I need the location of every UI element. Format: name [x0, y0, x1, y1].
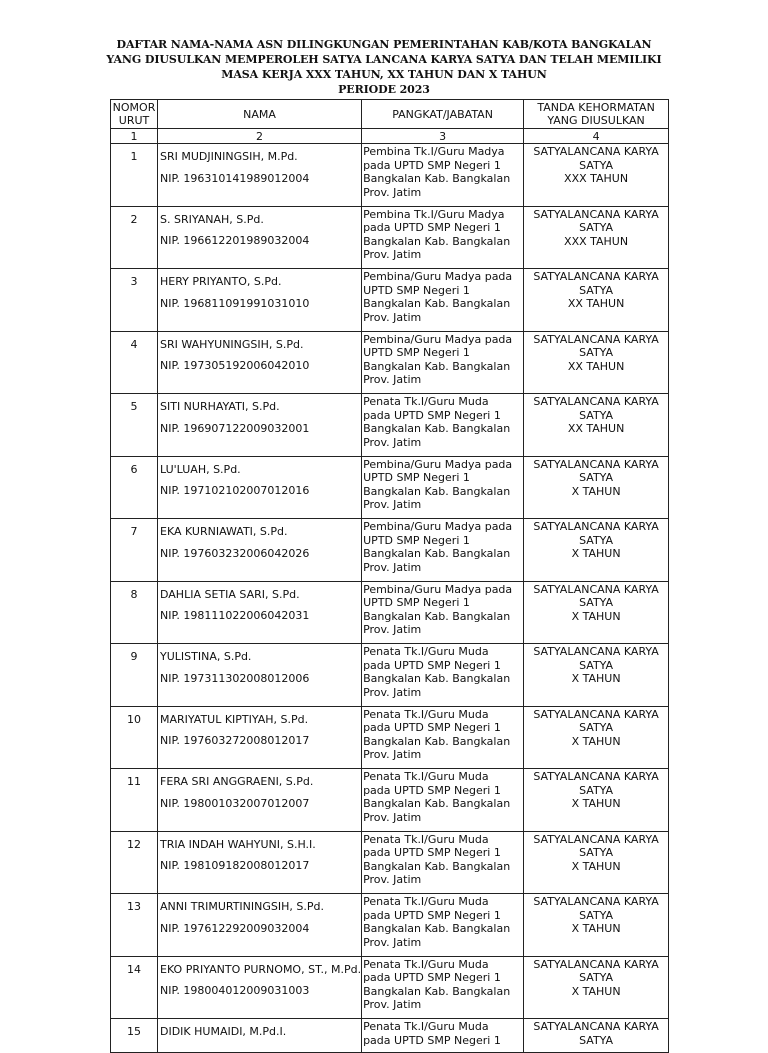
row-number: 2 — [111, 206, 158, 269]
row-number: 3 — [111, 269, 158, 332]
row-name-cell — [158, 394, 362, 457]
table-row — [111, 956, 669, 1019]
table-row — [111, 456, 669, 519]
rank-position-line: pada UPTD SMP Negeri 1 — [363, 721, 501, 734]
award-line: X TAHUN — [571, 672, 621, 685]
employee-name: DIDIK HUMAIDI, M.Pd.I. — [160, 1025, 287, 1038]
table-row — [111, 581, 669, 644]
employee-nip: NIP. 196811091991031010 — [160, 296, 310, 310]
row-award-cell — [524, 831, 669, 894]
rank-position-line: Bangkalan Kab. Bangkalan — [363, 172, 511, 185]
table-row — [111, 769, 669, 832]
rank-position-line: pada UPTD SMP Negeri 1 — [363, 971, 501, 984]
award-line: SATYA — [579, 658, 614, 672]
row-rank-cell — [362, 394, 524, 457]
row-award-cell — [524, 519, 669, 582]
row-name-cell — [158, 769, 362, 832]
row-name-cell — [158, 1019, 362, 1053]
row-number: 13 — [111, 894, 158, 957]
rank-position-line: Penata Tk.I/Guru Muda — [363, 895, 489, 908]
award-line: SATYALANCANA KARYA — [533, 707, 659, 721]
rank-position-line: Pembina/Guru Madya pada — [363, 270, 513, 283]
rank-position-line: Pembina Tk.I/Guru Madya — [363, 207, 505, 221]
employee-name: LU'LUAH, S.Pd. — [160, 462, 241, 476]
award-line: SATYALANCANA KARYA — [533, 145, 659, 158]
rank-position-line: Pembina/Guru Madya pada — [363, 582, 513, 596]
table-row — [111, 394, 669, 457]
rank-position-line: Prov. Jatim — [363, 310, 422, 324]
row-number: 9 — [111, 644, 158, 707]
row-award-cell — [524, 894, 669, 957]
rank-position-line: pada UPTD SMP Negeri 1 — [363, 1033, 501, 1047]
rank-position-line: Penata Tk.I/Guru Muda — [363, 1020, 489, 1033]
row-number: 5 — [111, 394, 158, 457]
row-number: 12 — [111, 831, 158, 894]
employee-name: EKO PRIYANTO PURNOMO, ST., M.Pd. — [160, 962, 362, 976]
employee-nip: NIP. 196310141989012004 — [160, 171, 310, 185]
award-line: SATYALANCANA KARYA — [533, 645, 659, 658]
rank-position-line: Bangkalan Kab. Bangkalan — [363, 359, 511, 373]
rank-position-line: pada UPTD SMP Negeri 1 — [363, 158, 501, 172]
table-row — [111, 1019, 669, 1053]
row-rank-cell — [362, 769, 524, 832]
rank-position-line: Prov. Jatim — [363, 748, 422, 761]
award-line: XXX TAHUN — [564, 172, 629, 185]
rank-position-line: Penata Tk.I/Guru Muda — [363, 832, 489, 846]
employee-nip: NIP. 197305192006042010 — [160, 359, 310, 372]
row-number: 4 — [111, 331, 158, 394]
rank-position-line: Bangkalan Kab. Bangkalan — [363, 734, 511, 748]
row-rank-cell — [362, 1019, 524, 1053]
rank-position-line: pada UPTD SMP Negeri 1 — [363, 846, 501, 859]
row-name-cell — [158, 956, 362, 1019]
row-number: 8 — [111, 581, 158, 644]
rank-position-line: Bangkalan Kab. Bangkalan — [363, 234, 511, 248]
row-name-cell — [158, 581, 362, 644]
rank-position-line: Penata Tk.I/Guru Muda — [363, 707, 489, 721]
rank-position-line: Bangkalan Kab. Bangkalan — [363, 672, 511, 685]
award-line: SATYA — [579, 971, 614, 984]
employee-nip: NIP. 197102102007012016 — [160, 484, 310, 497]
row-rank-cell — [362, 519, 524, 582]
award-line: SATYA — [579, 408, 614, 422]
column-number: 1 — [111, 129, 158, 144]
award-line: SATYA — [579, 533, 614, 547]
employee-name: TRIA INDAH WAHYUNI, S.H.I. — [160, 837, 316, 851]
award-line: X TAHUN — [571, 609, 621, 623]
rank-position-line: UPTD SMP Negeri 1 — [363, 596, 470, 609]
table-row — [111, 519, 669, 582]
title-line-1: DAFTAR NAMA-NAMA ASN DILINGKUNGAN PEMERINTAHAN KAB/KOTA BANGKALAN — [116, 38, 652, 51]
header-diusulkan-line: YANG DIUSULKAN — [547, 114, 645, 127]
table-row — [111, 894, 669, 957]
rank-position-line: UPTD SMP Negeri 1 — [363, 283, 470, 297]
employee-name: SITI NURHAYATI, S.Pd. — [160, 400, 280, 413]
document-title — [0, 37, 768, 97]
row-rank-cell — [362, 894, 524, 957]
column-number: 3 — [362, 129, 524, 144]
column-number-row — [111, 129, 669, 144]
row-name-cell — [158, 144, 362, 207]
award-line: SATYA — [579, 596, 614, 609]
rank-position-line: UPTD SMP Negeri 1 — [363, 471, 470, 484]
award-line: SATYALANCANA KARYA — [533, 457, 659, 471]
employee-name: EKA KURNIAWATI, S.Pd. — [160, 525, 288, 538]
rank-position-line: Penata Tk.I/Guru Muda — [363, 957, 489, 971]
row-award-cell — [524, 269, 669, 332]
row-number: 14 — [111, 956, 158, 1019]
row-number: 7 — [111, 519, 158, 582]
row-rank-cell — [362, 331, 524, 394]
title-line-4: PERIODE 2023 — [338, 83, 430, 96]
row-award-cell — [524, 1019, 669, 1053]
employee-nip: NIP. 196907122009032001 — [160, 421, 310, 435]
rank-position-line: Pembina/Guru Madya pada — [363, 457, 513, 471]
row-number: 15 — [111, 1019, 158, 1053]
employee-name: FERA SRI ANGGRAENI, S.Pd. — [160, 775, 314, 788]
table-row — [111, 331, 669, 394]
row-rank-cell — [362, 831, 524, 894]
row-rank-cell — [362, 581, 524, 644]
header-tanda-line: TANDA KEHORMATAN — [537, 101, 655, 114]
award-line: SATYA — [579, 783, 614, 797]
award-line: SATYA — [579, 908, 614, 922]
rank-position-line: Penata Tk.I/Guru Muda — [363, 770, 489, 783]
employee-name: ANNI TRIMURTININGSIH, S.Pd. — [160, 900, 324, 913]
rank-position-line: Pembina/Guru Madya pada — [363, 332, 513, 346]
header-nomor-urut — [111, 100, 158, 129]
award-line: X TAHUN — [571, 984, 621, 998]
rank-position-line: Prov. Jatim — [363, 560, 422, 574]
column-number: 4 — [524, 129, 669, 144]
employee-nip: NIP. 197311302008012006 — [160, 671, 310, 685]
row-rank-cell — [362, 206, 524, 269]
award-line: SATYALANCANA KARYA — [533, 582, 659, 596]
employee-nip: NIP. 197603232006042026 — [160, 546, 310, 560]
rank-position-line: Bangkalan Kab. Bangkalan — [363, 422, 511, 435]
row-award-cell — [524, 644, 669, 707]
award-line: SATYA — [579, 346, 614, 359]
row-rank-cell — [362, 144, 524, 207]
row-award-cell — [524, 581, 669, 644]
rank-position-line: pada UPTD SMP Negeri 1 — [363, 408, 501, 422]
award-line: SATYALANCANA KARYA — [533, 395, 659, 408]
row-number: 10 — [111, 706, 158, 769]
row-name-cell — [158, 831, 362, 894]
employee-name: SRI WAHYUNINGSIH, S.Pd. — [160, 337, 304, 351]
row-name-cell — [158, 456, 362, 519]
rank-position-line: Penata Tk.I/Guru Muda — [363, 395, 489, 408]
row-award-cell — [524, 456, 669, 519]
employee-nip: NIP. 198001032007012007 — [160, 796, 310, 810]
award-line: SATYA — [579, 471, 614, 484]
row-name-cell — [158, 331, 362, 394]
rank-position-line: Bangkalan Kab. Bangkalan — [363, 859, 511, 873]
award-line: X TAHUN — [571, 797, 621, 810]
employee-nip: NIP. 198109182008012017 — [160, 859, 310, 872]
rank-position-line: pada UPTD SMP Negeri 1 — [363, 783, 501, 797]
award-line: X TAHUN — [571, 922, 621, 935]
table-row — [111, 206, 669, 269]
rank-position-line: Prov. Jatim — [363, 185, 422, 199]
award-line: X TAHUN — [571, 547, 621, 560]
rank-position-line: Prov. Jatim — [363, 935, 422, 949]
award-line: SATYALANCANA KARYA — [533, 332, 659, 346]
row-name-cell — [158, 644, 362, 707]
award-line: SATYA — [579, 846, 614, 859]
award-line: X TAHUN — [571, 859, 621, 873]
employee-nip: NIP. 198111022006042031 — [160, 609, 310, 622]
rank-position-line: Prov. Jatim — [363, 810, 422, 824]
row-name-cell — [158, 706, 362, 769]
row-name-cell — [158, 269, 362, 332]
header-nomor-line: NOMOR — [112, 101, 156, 114]
rank-position-line: Bangkalan Kab. Bangkalan — [363, 797, 511, 810]
employee-nip: NIP. 197612292009032004 — [160, 921, 310, 935]
employee-nip: NIP. 198004012009031003 — [160, 984, 310, 997]
rank-position-line: Prov. Jatim — [363, 998, 422, 1011]
award-line: SATYALANCANA KARYA — [533, 270, 659, 283]
rank-position-line: Prov. Jatim — [363, 873, 422, 886]
title-line-3: MASA KERJA XXX TAHUN, XX TAHUN DAN X TAHUN — [221, 68, 547, 81]
asn-table — [110, 99, 669, 1053]
row-rank-cell — [362, 644, 524, 707]
row-name-cell — [158, 519, 362, 582]
row-award-cell — [524, 956, 669, 1019]
rank-position-line: Prov. Jatim — [363, 435, 422, 449]
award-line: X TAHUN — [571, 734, 621, 748]
rank-position-line: Prov. Jatim — [363, 248, 422, 261]
rank-position-line: pada UPTD SMP Negeri 1 — [363, 658, 501, 672]
rank-position-line: UPTD SMP Negeri 1 — [363, 346, 470, 359]
row-rank-cell — [362, 456, 524, 519]
rank-position-line: pada UPTD SMP Negeri 1 — [363, 908, 501, 922]
row-rank-cell — [362, 706, 524, 769]
row-award-cell — [524, 206, 669, 269]
award-line: SATYALANCANA KARYA — [533, 207, 659, 221]
employee-nip: NIP. 197603272008012017 — [160, 734, 310, 747]
award-line: SATYALANCANA KARYA — [533, 770, 659, 783]
rank-position-line: Penata Tk.I/Guru Muda — [363, 645, 489, 658]
rank-position-line: Bangkalan Kab. Bangkalan — [363, 547, 511, 560]
header-pangkat-jabatan: PANGKAT/JABATAN — [362, 100, 524, 129]
row-number: 6 — [111, 456, 158, 519]
award-line: SATYA — [579, 721, 614, 734]
row-number: 11 — [111, 769, 158, 832]
award-line: XXX TAHUN — [564, 234, 629, 248]
rank-position-line: Prov. Jatim — [363, 498, 422, 511]
award-line: SATYA — [579, 1033, 614, 1047]
award-line: X TAHUN — [571, 484, 621, 498]
employee-name: HERY PRIYANTO, S.Pd. — [160, 275, 282, 288]
award-line: XX TAHUN — [567, 359, 625, 373]
award-line: SATYALANCANA KARYA — [533, 1020, 659, 1033]
row-award-cell — [524, 394, 669, 457]
table-header-row — [111, 100, 669, 129]
row-name-cell — [158, 894, 362, 957]
table-row — [111, 644, 669, 707]
rank-position-line: pada UPTD SMP Negeri 1 — [363, 221, 501, 234]
employee-name: MARIYATUL KIPTIYAH, S.Pd. — [160, 712, 309, 726]
award-line: SATYALANCANA KARYA — [533, 895, 659, 908]
employee-name: YULISTINA, S.Pd. — [160, 650, 252, 663]
row-award-cell — [524, 144, 669, 207]
award-line: XX TAHUN — [567, 422, 625, 435]
row-award-cell — [524, 706, 669, 769]
table-row — [111, 269, 669, 332]
row-rank-cell — [362, 269, 524, 332]
employee-name: SRI MUDJININGSIH, M.Pd. — [160, 150, 298, 163]
row-award-cell — [524, 331, 669, 394]
rank-position-line: Prov. Jatim — [363, 373, 422, 386]
employee-nip: NIP. 196612201989032004 — [160, 234, 310, 247]
rank-position-line: Prov. Jatim — [363, 623, 422, 636]
rank-position-line: Bangkalan Kab. Bangkalan — [363, 984, 511, 998]
rank-position-line: Bangkalan Kab. Bangkalan — [363, 484, 511, 498]
rank-position-line: Bangkalan Kab. Bangkalan — [363, 922, 511, 935]
column-number: 2 — [158, 129, 362, 144]
table-row — [111, 706, 669, 769]
rank-position-line: Pembina Tk.I/Guru Madya — [363, 145, 505, 158]
rank-position-line: Bangkalan Kab. Bangkalan — [363, 609, 511, 623]
title-line-2: YANG DIUSULKAN MEMPEROLEH SATYA LANCANA KARYA SATYA DAN TELAH MEMILIKI — [106, 53, 662, 66]
rank-position-line: Prov. Jatim — [363, 685, 422, 699]
award-line: SATYA — [579, 221, 614, 234]
rank-position-line: Bangkalan Kab. Bangkalan — [363, 297, 511, 310]
award-line: SATYA — [579, 283, 614, 297]
rank-position-line: Pembina/Guru Madya pada — [363, 520, 513, 533]
employee-name: S. SRIYANAH, S.Pd. — [160, 212, 264, 226]
award-line: SATYALANCANA KARYA — [533, 832, 659, 846]
header-tanda-kehormatan — [524, 100, 669, 129]
row-name-cell — [158, 206, 362, 269]
table-row — [111, 144, 669, 207]
row-rank-cell — [362, 956, 524, 1019]
award-line: SATYALANCANA KARYA — [533, 520, 659, 533]
employee-name: DAHLIA SETIA SARI, S.Pd. — [160, 587, 300, 601]
table-body — [111, 144, 669, 1053]
header-urut-line: URUT — [118, 114, 150, 127]
award-line: SATYA — [579, 158, 614, 172]
award-line: XX TAHUN — [567, 297, 625, 310]
header-nama: NAMA — [158, 100, 362, 129]
row-number: 1 — [111, 144, 158, 207]
award-line: SATYALANCANA KARYA — [533, 957, 659, 971]
table-row — [111, 831, 669, 894]
rank-position-line: UPTD SMP Negeri 1 — [363, 533, 470, 547]
row-award-cell — [524, 769, 669, 832]
